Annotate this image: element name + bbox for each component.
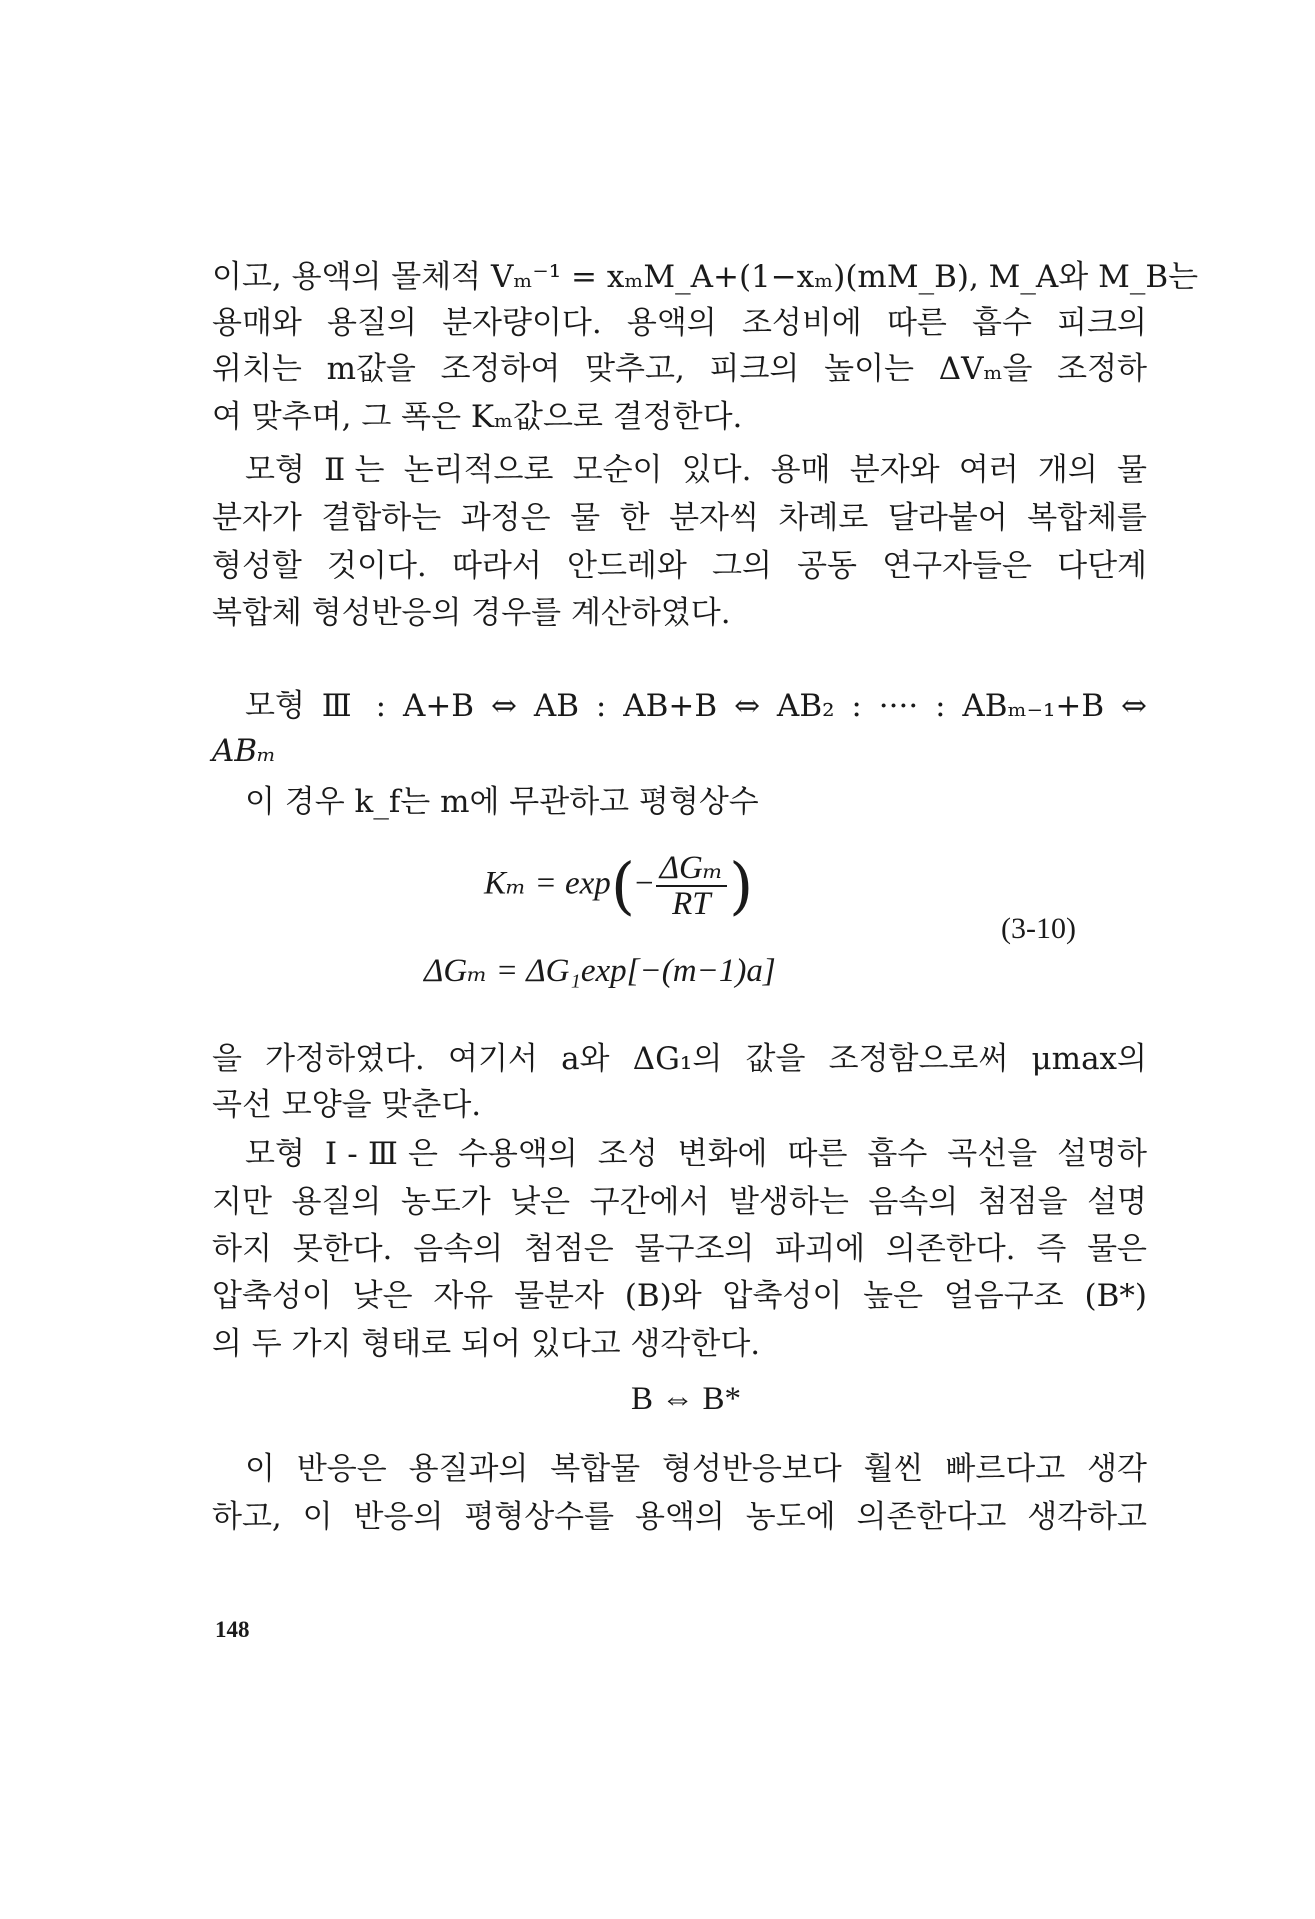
body-text-line: 의 두 가지 형태로 되어 있다고 생각한다. (212, 1326, 761, 1362)
body-text-line: 분자가 결합하는 과정은 물 한 분자씩 차례로 달라붙어 복합체를 (212, 500, 1147, 536)
equation-row-1 (484, 851, 753, 921)
equation-number: (3-10) (1001, 912, 1076, 945)
body-text-line: 이고, 용액의 몰체적 Vₘ⁻¹ = xₘM_A+(1−xₘ)(mM_B), M_A와 M_B는 (212, 259, 1199, 295)
body-text-line: 형성할 것이다. 따라서 안드레와 그의 공동 연구자들은 다단계 (212, 548, 1147, 584)
body-text-line: 모형 Ⅰ-Ⅲ은 수용액의 조성 변화에 따른 흡수 곡선을 설명하 (245, 1136, 1147, 1172)
left-paren: ( (610, 849, 636, 922)
reaction-equation: B ⇔ B* (631, 1381, 742, 1417)
equation-row-2: ΔGₘ = ΔG₁exp[−(m−1)a] (424, 953, 776, 989)
model-three-line: 모형 Ⅲ : A+B ⇔ AB : AB+B ⇔ AB₂ : ···· : ABₘ₋₁+B ⇔ (245, 688, 1147, 724)
right-paren: ) (729, 849, 754, 922)
fraction-numerator: ΔGₘ (656, 851, 727, 887)
page-number: 148 (215, 1617, 250, 1642)
body-text-line: 위치는 m값을 조정하여 맞추고, 피크의 높이는 ΔVₘ을 조정하 (212, 351, 1147, 387)
body-text-line: 이 반응은 용질과의 복합물 형성반응보다 훨씬 빠르다고 생각 (245, 1451, 1147, 1487)
body-text-line: 지만 용질의 농도가 낮은 구간에서 발생하는 음속의 첨점을 설명 (212, 1184, 1147, 1220)
body-text-line: 압축성이 낮은 자유 물분자 (B)와 압축성이 높은 얼음구조 (B*) (212, 1278, 1147, 1314)
body-text-line: 하지 못한다. 음속의 첨점은 물구조의 파괴에 의존한다. 즉 물은 (212, 1231, 1147, 1267)
body-text-line: 하고, 이 반응의 평형상수를 용액의 농도에 의존한다고 생각하고 (212, 1499, 1147, 1535)
body-text-line: 용매와 용질의 분자량이다. 용액의 조성비에 따른 흡수 피크의 (212, 305, 1147, 341)
body-text-line: 이 경우 k_f는 m에 무관하고 평형상수 (245, 784, 759, 820)
body-text-line: 곡선 모양을 맞춘다. (212, 1087, 482, 1123)
body-text-line: 복합체 형성반응의 경우를 계산하였다. (212, 595, 731, 631)
equation-minus: − (635, 865, 654, 902)
model-three-line: ABₘ (212, 733, 277, 769)
fraction (656, 851, 727, 921)
body-text-line: 여 맞추며, 그 폭은 Kₘ값으로 결정한다. (212, 399, 743, 435)
equation-lhs: Kₘ = exp (484, 865, 611, 902)
fraction-denominator: RT (672, 886, 711, 922)
body-text-line: 을 가정하였다. 여기서 a와 ΔG₁의 값을 조정함으로써 μmax의 (212, 1041, 1147, 1077)
body-text-line: 모형 Ⅱ는 논리적으로 모순이 있다. 용매 분자와 여러 개의 물 (245, 452, 1147, 488)
